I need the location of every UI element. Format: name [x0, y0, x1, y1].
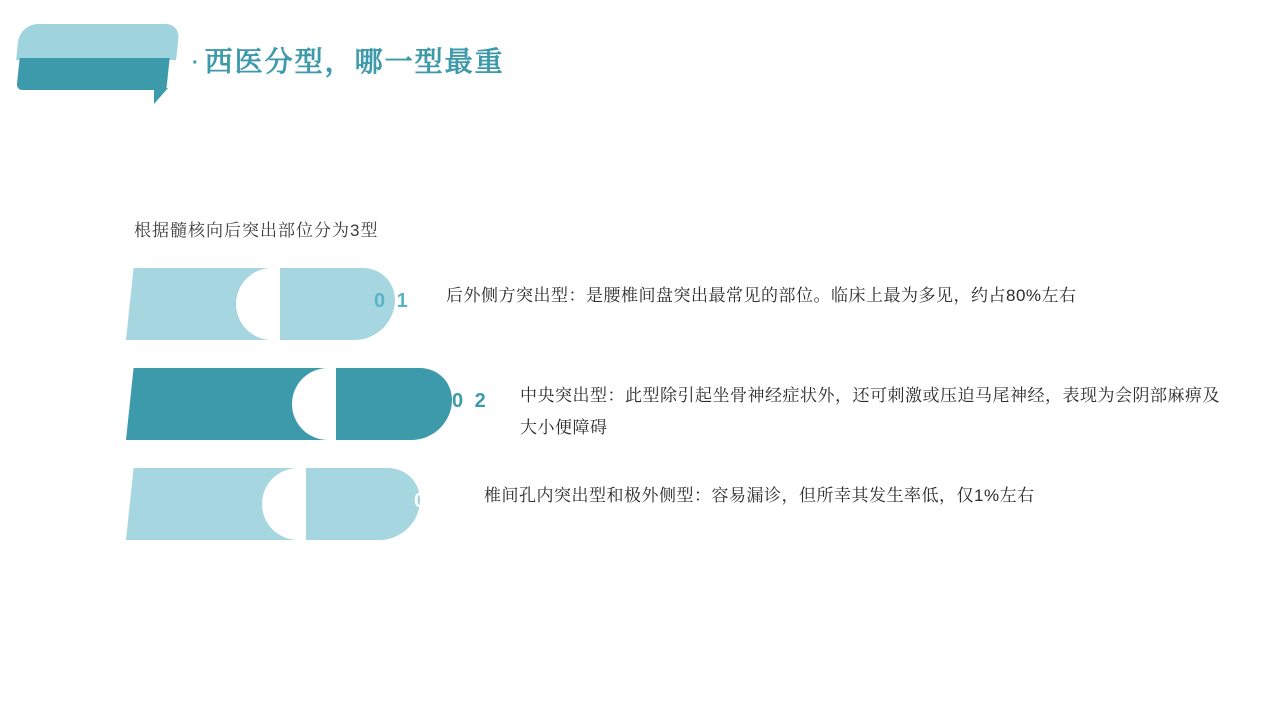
- header-shape-top: [16, 24, 180, 60]
- title-text: 西医分型，哪一型最重: [204, 46, 505, 77]
- header-shape-tail: [154, 88, 168, 104]
- title-bullet-icon: ·: [192, 52, 201, 75]
- item-number: 0 2: [452, 390, 489, 412]
- header-shape-bottom: [16, 58, 169, 90]
- page-title: [192, 40, 505, 80]
- item-text: 中央突出型：此型除引起坐骨神经症状外，还可刺激或压迫马尾神经，表现为会阴部麻痹及大小便障碍: [520, 386, 1220, 437]
- list-item: [0, 468, 1280, 540]
- header-decoration-shape: [18, 24, 178, 90]
- list-item: [0, 268, 1280, 340]
- item-number: 0 1: [374, 290, 411, 312]
- item-number: 0 3: [414, 490, 451, 512]
- item-text: 椎间孔内突出型和极外侧型：容易漏诊，但所幸其发生率低，仅1%左右: [484, 486, 1035, 505]
- item-text: 后外侧方突出型：是腰椎间盘突出最常见的部位。临床上最为多见，约占80%左右: [446, 286, 1077, 305]
- intro-text: 根据髓核向后突出部位分为3型: [134, 221, 379, 240]
- item-bar-fill: [126, 368, 456, 440]
- content-list: [0, 268, 1280, 568]
- list-item: [0, 368, 1280, 440]
- item-bar: [126, 368, 448, 440]
- slide-header: [0, 0, 1280, 120]
